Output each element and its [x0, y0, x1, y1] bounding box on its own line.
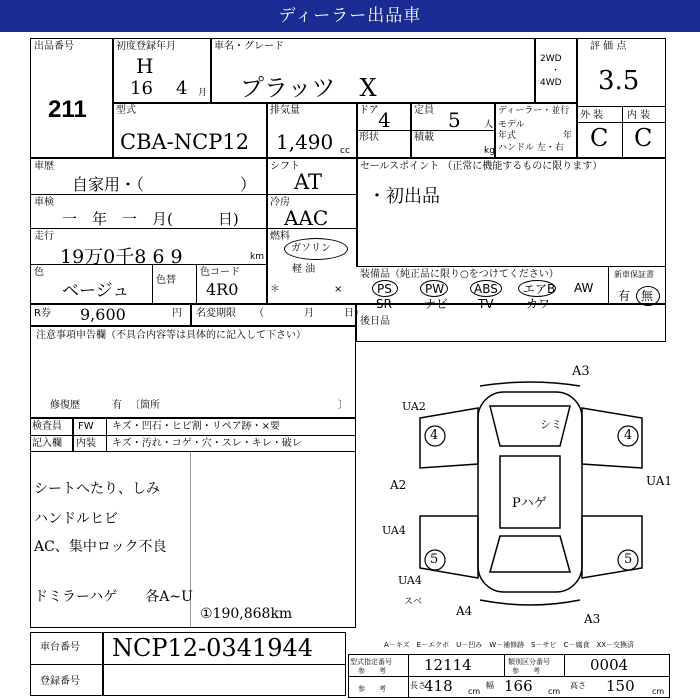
divider [576, 38, 578, 158]
dealer-parallel-label: ディーラー・並行 [498, 106, 570, 116]
color-code-value: 4R0 [206, 280, 239, 299]
diagram-label-5-right: 5 [624, 552, 633, 567]
divider [534, 38, 536, 102]
capacity-label: 定員 [414, 105, 434, 116]
diagram-label-ua1: UA1 [646, 474, 673, 488]
height-label: 高さ [570, 681, 586, 690]
2wd-option: 2WD [540, 54, 562, 64]
width-value: 166 [504, 677, 533, 695]
divider [356, 266, 666, 267]
exterior-inspection-row: キズ・凹石・ヒビ割・リペア跡・×要 [112, 421, 280, 432]
divider [106, 418, 107, 452]
divider [608, 266, 609, 304]
mult-option: × [334, 284, 343, 295]
divider [72, 418, 74, 452]
width-unit: cm [548, 687, 561, 696]
warranty-no: 無 [636, 286, 660, 306]
history-value: 自家用・（ ） [72, 175, 257, 194]
recorder-label: 記入欄 [32, 438, 62, 449]
height-unit: cm [652, 687, 665, 696]
registration-month: 4 [176, 78, 188, 99]
divider [408, 654, 409, 698]
diagram-label-paint-peel: Pハゲ [512, 496, 547, 511]
year-label: 年式 [498, 131, 517, 141]
divider [266, 158, 268, 304]
repair-location-close: 〕 [338, 400, 348, 411]
sales-point-value: ・初出品 [368, 186, 440, 207]
doors-label: ドア [359, 105, 379, 116]
diagram-label-slip: スベ [404, 597, 423, 607]
equipment-leather: カワ [526, 297, 551, 311]
repair-history-label: 修復歴 [50, 400, 80, 411]
load-label: 積載 [414, 132, 434, 143]
shape-label: 形状 [359, 132, 379, 143]
damage-legend: A－キズ E－エクボ U－凹み W－補修跡 S－サビ C－腐食 XX－交換済 [384, 641, 635, 649]
rating-label: 評 価 点 [590, 41, 627, 52]
divider [564, 654, 565, 676]
equipment-abs: ABS [470, 280, 502, 297]
aircon-value: AAC [284, 206, 329, 230]
divider [102, 632, 104, 696]
first-registration-label: 初度登録年月 [116, 41, 176, 52]
cc-unit: cc [340, 146, 350, 156]
inspection-value: 一 年 一 月( 日) [62, 210, 239, 228]
divider [30, 664, 346, 665]
diagram-label-4-left: 4 [430, 428, 439, 443]
mileage-label: 走行 [34, 231, 54, 242]
model-code: CBA-NCP12 [120, 130, 250, 154]
later-items-label: 後日品 [360, 316, 390, 327]
equipment-sr: SR [376, 297, 392, 311]
note-line-4: ドミラーハゲ 各A~U [34, 589, 193, 605]
reference-label-3: 参 考 [358, 685, 386, 693]
type-designation-value: 12114 [424, 656, 472, 674]
height-value: 150 [606, 677, 635, 695]
width-label: 幅 [486, 681, 494, 690]
lot-number: 211 [48, 96, 87, 123]
diagram-label-4-right: 4 [624, 428, 633, 443]
diagram-label-stain: シミ [540, 418, 562, 431]
reference-label-2: 参 考 [512, 667, 540, 675]
registration-era: H [136, 54, 154, 78]
displacement-label: 排気量 [270, 105, 300, 116]
class-number-value: 0004 [590, 656, 629, 674]
warranty-yes: 有 [618, 289, 631, 303]
divider [210, 38, 212, 102]
exterior-grade: C [590, 124, 609, 152]
divider [622, 106, 623, 158]
page-title: ディーラー出品車 [278, 6, 422, 26]
interior-grade-label: 内 装 [627, 110, 651, 121]
km-unit: km [250, 252, 264, 262]
mileage-value: 19万0千8 6 9 [60, 246, 183, 268]
divider [266, 102, 268, 158]
divider [30, 435, 356, 436]
equipment-aw: AW [574, 281, 594, 295]
asterisk-option: ＊ [270, 284, 280, 295]
class-number-label: 類別区分番号 [508, 658, 550, 666]
page-header [0, 0, 700, 32]
diagram-label-a2: A2 [390, 478, 407, 492]
equipment-pw: PW [420, 280, 448, 297]
car-name-label: 車名・グレード [214, 41, 284, 52]
color-value: ベージュ [62, 281, 130, 301]
registration-month-unit: 月 [198, 88, 208, 98]
inspection-label: 車検 [34, 197, 54, 208]
divider [196, 264, 197, 304]
chassis-number-label: 車台番号 [40, 642, 80, 653]
reference-label-1: 参 考 [358, 667, 386, 675]
doors-value: 4 [378, 108, 391, 132]
year-unit: 年 [563, 131, 573, 141]
length-value: 418 [424, 677, 453, 695]
shift-value: AT [294, 170, 323, 194]
diagram-label-ua4-bottom: UA4 [398, 574, 422, 587]
equipment-ps: PS [372, 280, 398, 297]
diagram-label-a3-top: A3 [572, 364, 590, 379]
divider [576, 122, 666, 123]
diagram-label-ua4-left: UA4 [382, 524, 406, 537]
diagram-label-ua2: UA2 [402, 400, 426, 413]
divider [190, 304, 192, 326]
aircon-label: 冷房 [270, 197, 290, 208]
divider [576, 106, 666, 107]
length-unit: cm [468, 687, 481, 696]
note-line-5: ①190,868km [200, 606, 293, 622]
yen-unit: 円 [172, 308, 182, 319]
4wd-option: 4WD [540, 78, 562, 88]
notes-header: 注意事項申告欄（不具合内容等は具体的に記入して下さい） [36, 330, 306, 341]
shift-label: シフト [270, 161, 300, 172]
model-label: 型式 [116, 105, 136, 116]
divider [356, 158, 358, 266]
diagram-label-a4: A4 [456, 604, 473, 618]
color-code-label: 色コード [200, 267, 240, 278]
model-year-label: モデル [498, 120, 525, 130]
equipment-label: 装備品（純正品に限り○をつけてください） [360, 269, 559, 280]
equipment-navi: ナビ [424, 297, 449, 311]
color-label: 色 [34, 267, 44, 278]
repair-location-open: 〔箇所 [130, 400, 160, 411]
divider [112, 38, 114, 158]
later-items-frame [356, 304, 666, 342]
note-line-2: ハンドルヒビ [34, 511, 118, 527]
rating-score: 3.5 [598, 66, 640, 96]
length-label: 長さ [410, 681, 426, 690]
diagram-label-5-left: 5 [430, 552, 439, 567]
kg-unit: kg [484, 146, 495, 156]
note-line-1: シートへたり、しみ [34, 481, 160, 497]
new-warranty-label: 新車保証書 [614, 270, 654, 279]
chassis-number: NCP12-0341944 [112, 634, 314, 662]
history-label: 車歴 [34, 161, 54, 172]
diagram-label-a3-bottom: A3 [584, 612, 601, 626]
sales-point-label: セールスポイント （正常に機能するものに限ります） [360, 161, 603, 172]
fuel-label: 燃料 [270, 231, 290, 242]
car-damage-diagram [380, 356, 680, 626]
diesel-option: 軽 油 [292, 264, 316, 275]
divider [356, 130, 494, 131]
divider [504, 654, 505, 676]
capacity-value: 5 [448, 108, 461, 132]
divider [152, 264, 153, 304]
gasoline-option: ガソリン [284, 238, 348, 260]
recycle-fee: 9,600 [80, 305, 126, 324]
registration-number-label: 登録番号 [40, 676, 80, 687]
interior-inspection-row: キズ・汚れ・コゲ・穴・スレ・キレ・破レ [112, 438, 302, 449]
equipment-airbag: エアB [518, 280, 556, 297]
repair-history-yes: 有 [112, 400, 122, 411]
handle-label: ハンドル 左・右 [498, 143, 564, 153]
dot-separator: ・ [551, 66, 561, 76]
interior-grade: C [634, 124, 653, 152]
inspector-label: 検査員 [32, 421, 62, 432]
exterior-grade-label: 外 装 [580, 110, 604, 121]
type-designation-label: 型式指定番号 [350, 658, 392, 666]
color-change-label: 色替 [156, 275, 176, 286]
note-line-3: AC、集中ロック不良 [34, 539, 167, 555]
displacement-value: 1,490 [276, 130, 334, 154]
lot-number-label: 出品番号 [34, 41, 74, 52]
person-unit: 人 [484, 120, 494, 130]
interior-label: 内装 [76, 438, 96, 449]
name-change-label: 名変期限 [196, 308, 236, 319]
registration-year: 16 [130, 78, 153, 99]
fw-label: FW [78, 421, 94, 432]
equipment-tv: TV [478, 297, 494, 311]
name-change-value: （ 月 日） [254, 308, 364, 319]
recycle-label: R券 [34, 308, 51, 319]
car-name: プラッツ X [240, 74, 377, 102]
